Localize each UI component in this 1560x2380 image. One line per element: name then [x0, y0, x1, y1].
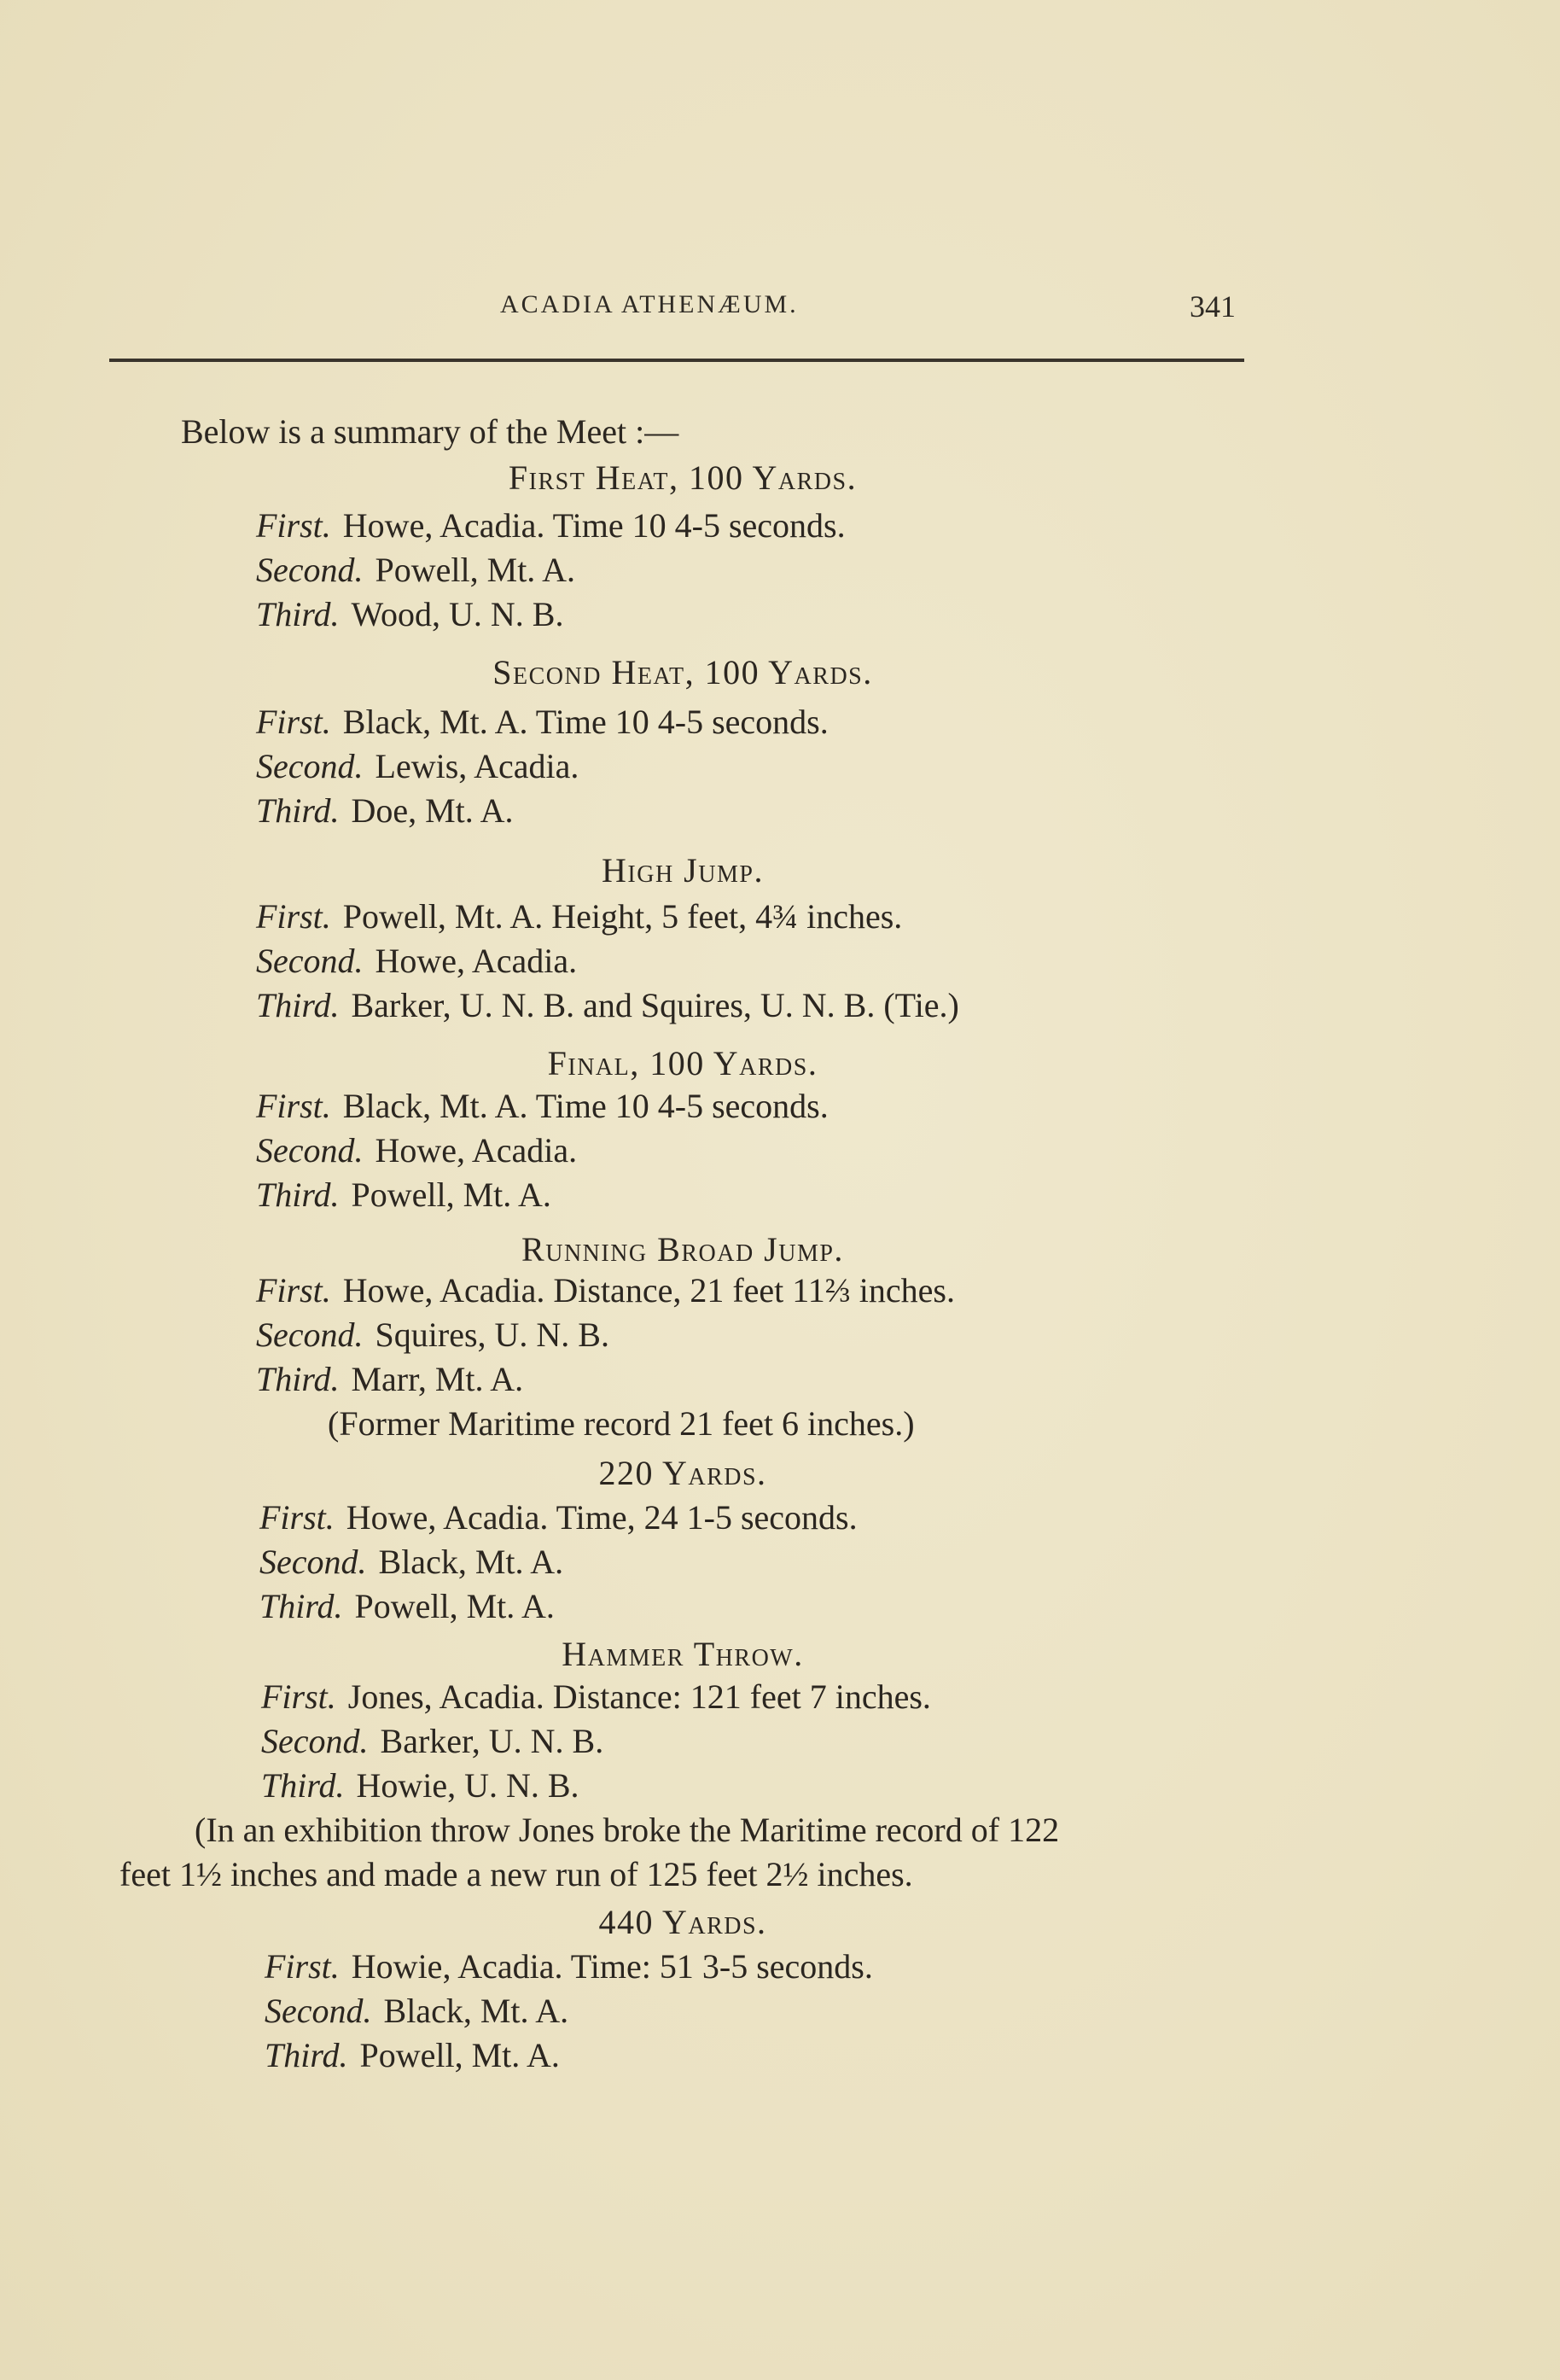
result-text: Powell, Mt. A. Height, 5 feet, 4¾ inches.	[342, 897, 903, 936]
place-label: Second.	[259, 1543, 367, 1581]
result-row	[261, 1765, 579, 1806]
exhibition-note-line: feet 1½ inches and made a new run of 125 feet 2½ inches.	[119, 1855, 913, 1893]
place-label: Third.	[256, 986, 340, 1024]
result-row	[256, 746, 579, 787]
result-text: Powell, Mt. A.	[354, 1587, 555, 1625]
result-text: Doe, Mt. A.	[351, 791, 514, 830]
place-label: Third.	[261, 1766, 345, 1805]
result-text: Black, Mt. A.	[383, 1992, 569, 2030]
result-text: Barker, U. N. B. and Squires, U. N. B. (Tie.)	[351, 986, 959, 1024]
result-row	[261, 1677, 931, 1718]
section-heading: 440 Yards.	[598, 1903, 767, 1941]
result-row	[256, 550, 575, 591]
result-row	[256, 505, 846, 546]
result-row	[265, 1991, 568, 2032]
result-row	[256, 1130, 577, 1171]
place-label: Third.	[256, 1175, 340, 1214]
result-row	[256, 1086, 829, 1127]
place-label: First.	[256, 1087, 331, 1125]
running-head: ACADIA ATHENÆUM.	[500, 290, 799, 318]
result-row	[256, 1270, 955, 1311]
section-heading: High Jump.	[602, 851, 764, 890]
result-text: Squires, U. N. B.	[375, 1315, 609, 1354]
result-row	[256, 1175, 551, 1216]
section-heading: Running Broad Jump.	[521, 1230, 844, 1269]
section-heading: First Heat, 100 Yards.	[508, 458, 858, 497]
result-text: Black, Mt. A. Time 10 4-5 seconds.	[342, 1087, 829, 1125]
result-text: Powell, Mt. A.	[351, 1175, 551, 1214]
page-number: 341	[1190, 289, 1236, 324]
place-label: Second.	[261, 1722, 369, 1760]
section-heading: Final, 100 Yards.	[547, 1044, 818, 1082]
result-row	[261, 1721, 603, 1762]
place-label: Second.	[256, 1131, 364, 1170]
intro-text: Below is a summary of the Meet :—	[181, 412, 679, 451]
place-label: Second.	[256, 1315, 364, 1354]
place-label: Second.	[265, 1992, 372, 2030]
result-text: Black, Mt. A.	[378, 1543, 564, 1581]
place-label: First.	[265, 1947, 340, 1986]
result-row	[256, 896, 902, 937]
result-text: Wood, U. N. B.	[351, 595, 564, 633]
place-label: Third.	[256, 595, 340, 633]
result-text: Jones, Acadia. Distance: 121 feet 7 inches.	[347, 1677, 931, 1716]
place-label: Third.	[256, 791, 340, 830]
header-rule	[109, 359, 1244, 362]
place-label: First.	[256, 1271, 331, 1310]
result-text: Howe, Acadia. Time, 24 1-5 seconds.	[346, 1498, 858, 1537]
result-text: Marr, Mt. A.	[351, 1360, 524, 1398]
result-text: Lewis, Acadia.	[375, 747, 579, 785]
record-note: (Former Maritime record 21 feet 6 inches.)	[328, 1404, 915, 1443]
place-label: First.	[261, 1677, 336, 1716]
place-label: Third.	[265, 2036, 348, 2074]
section-heading: 220 Yards.	[598, 1454, 767, 1492]
result-row	[256, 790, 513, 831]
result-row	[256, 1359, 523, 1400]
result-row	[259, 1586, 555, 1627]
result-text: Howie, Acadia. Time: 51 3-5 seconds.	[351, 1947, 873, 1986]
section-heading: Second Heat, 100 Yards.	[492, 653, 873, 691]
result-text: Howe, Acadia. Time 10 4-5 seconds.	[342, 506, 846, 545]
result-text: Barker, U. N. B.	[380, 1722, 604, 1760]
place-label: Second.	[256, 551, 364, 589]
place-label: First.	[259, 1498, 335, 1537]
result-row	[265, 1946, 873, 1987]
result-text: Howe, Acadia. Distance, 21 feet 11⅔ inches.	[342, 1271, 955, 1310]
result-text: Howe, Acadia.	[375, 1131, 578, 1170]
result-text: Howe, Acadia.	[375, 942, 578, 980]
result-row	[265, 2035, 560, 2076]
place-label: First.	[256, 506, 331, 545]
exhibition-note-line: (In an exhibition throw Jones broke the Maritime record of 122	[195, 1811, 1060, 1849]
place-label: Third.	[256, 1360, 340, 1398]
result-row	[256, 941, 577, 982]
place-label: Third.	[259, 1587, 343, 1625]
result-text: Black, Mt. A. Time 10 4-5 seconds.	[342, 703, 829, 741]
result-row	[256, 985, 959, 1026]
result-text: Powell, Mt. A.	[359, 2036, 560, 2074]
place-label: First.	[256, 703, 331, 741]
place-label: First.	[256, 897, 331, 936]
place-label: Second.	[256, 747, 364, 785]
section-heading: Hammer Throw.	[562, 1635, 804, 1673]
result-row	[256, 594, 563, 635]
result-text: Howie, U. N. B.	[356, 1766, 579, 1805]
result-text: Powell, Mt. A.	[375, 551, 575, 589]
result-row	[256, 702, 829, 743]
place-label: Second.	[256, 942, 364, 980]
result-row	[259, 1542, 563, 1583]
result-row	[256, 1315, 609, 1356]
result-row	[259, 1497, 858, 1538]
